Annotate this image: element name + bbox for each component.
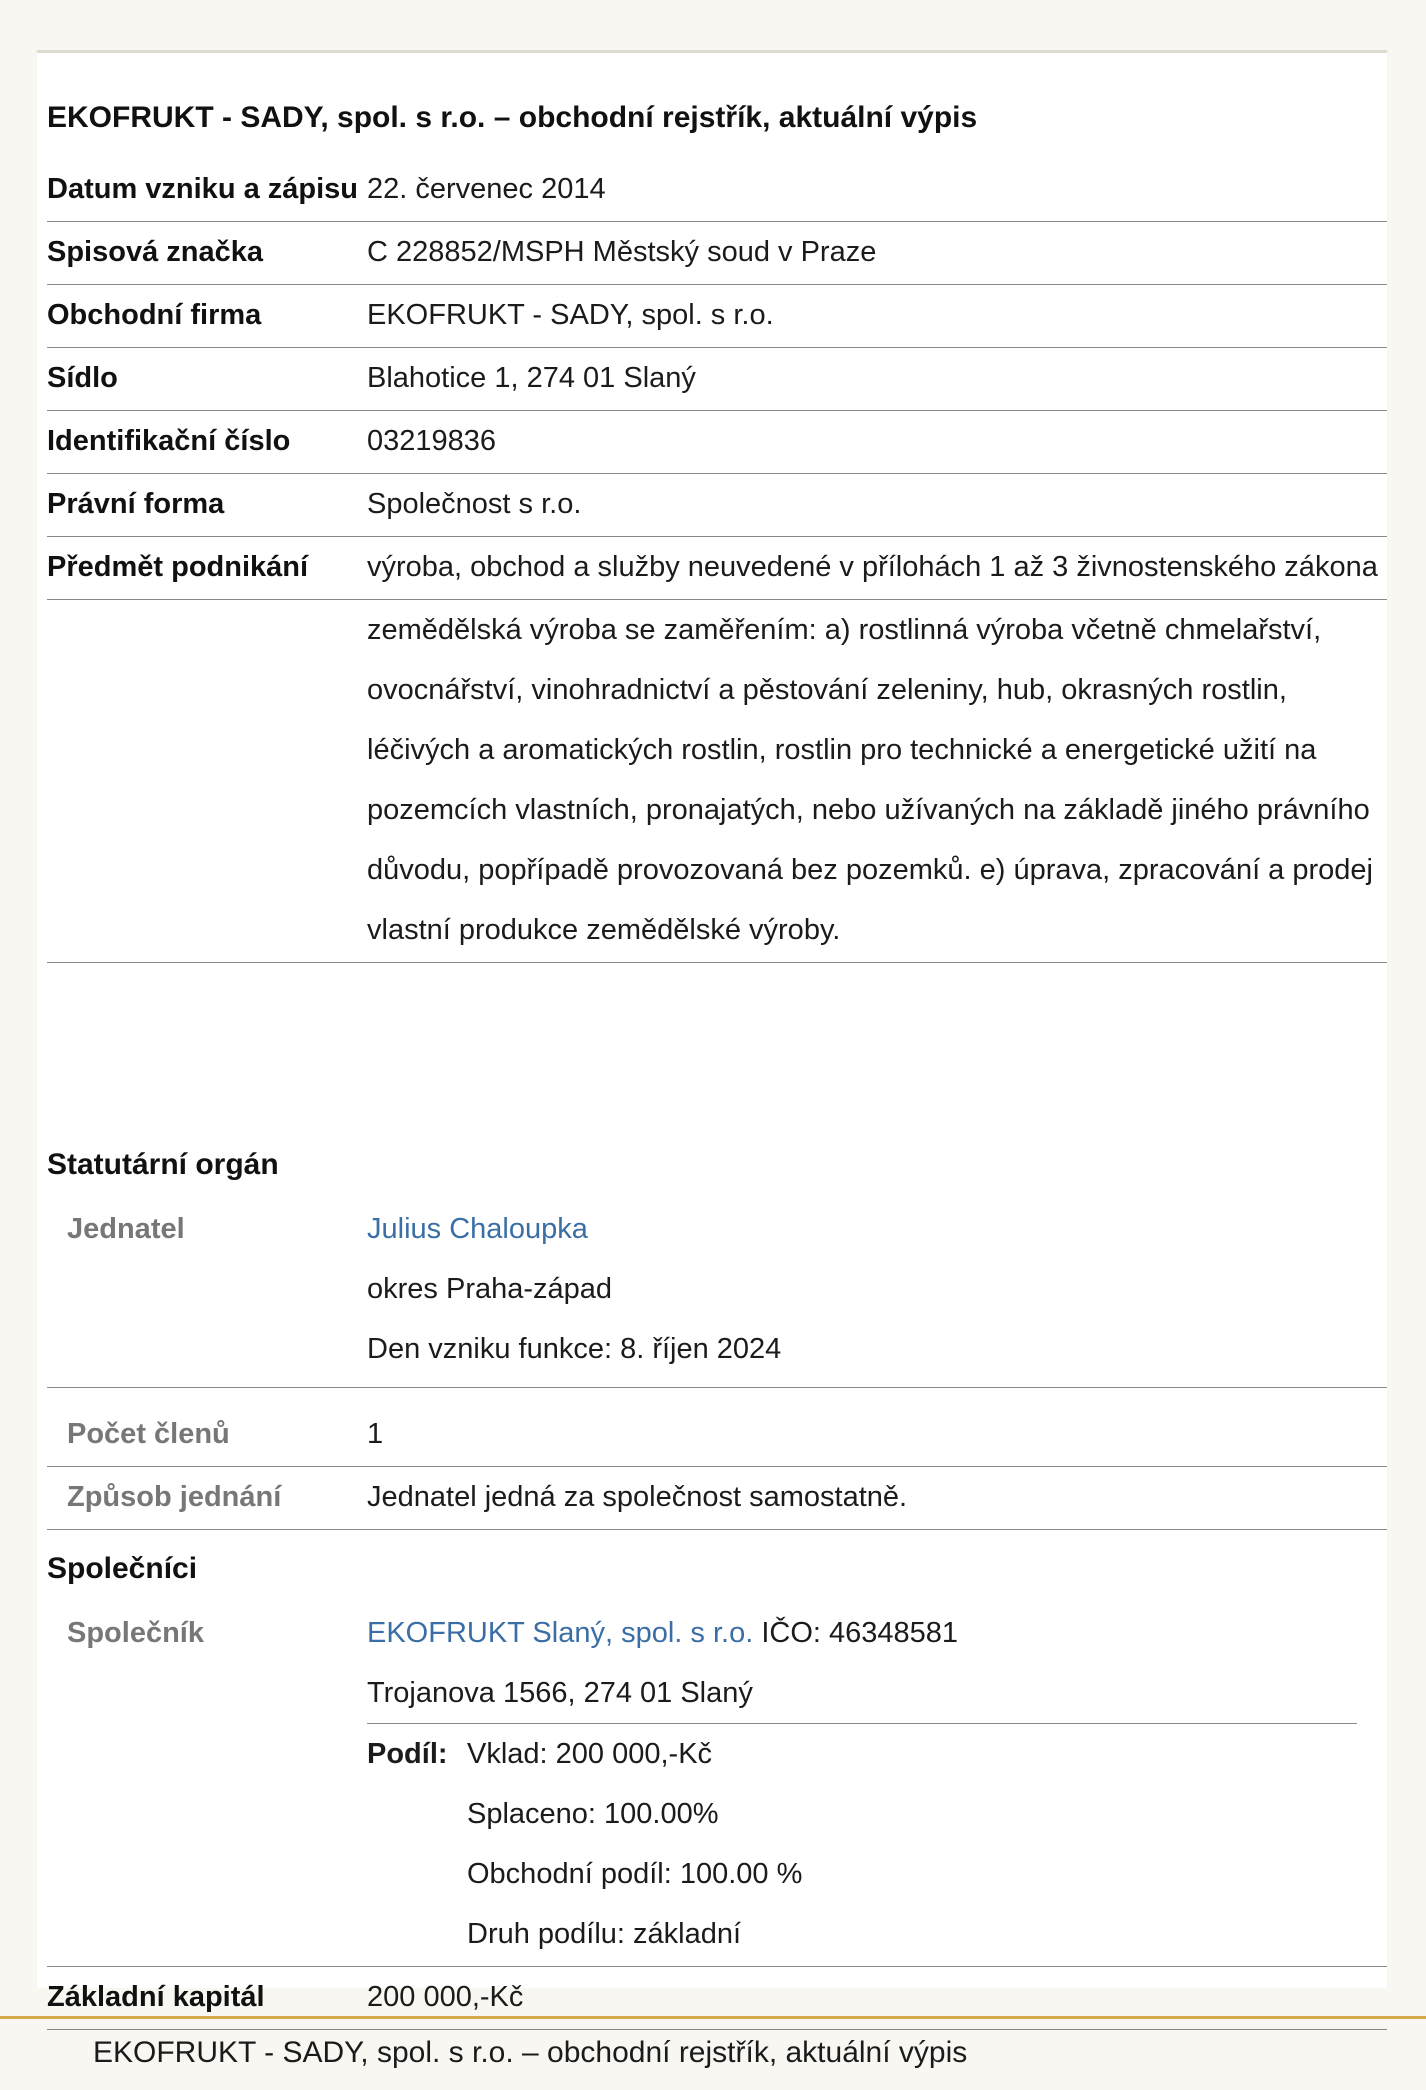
row-value: C 228852/MSPH Městský soud v Praze — [367, 222, 1387, 285]
row-value: 22. červenec 2014 — [367, 159, 1387, 222]
main-info-table — [47, 159, 1387, 963]
person-district: okres Praha-západ — [367, 1273, 613, 1305]
row-ico — [47, 411, 1387, 474]
partner-link[interactable]: EKOFRUKT Slaný, spol. s r.o. — [367, 1617, 754, 1649]
row-spolecnik — [47, 1603, 1387, 1967]
person-since: Den vzniku funkce: 8. říjen 2024 — [367, 1333, 782, 1365]
row-value: 1 — [367, 1404, 1387, 1467]
row-label: Obchodní firma — [47, 285, 367, 348]
row-obchodni-firma — [47, 285, 1387, 348]
share-label: Podíl: — [367, 1738, 448, 1770]
row-label: Jednatel — [47, 1199, 367, 1388]
row-value: EKOFRUKT - SADY, spol. s r.o. — [367, 285, 1387, 348]
footer-divider — [0, 2016, 1426, 2019]
partner-ico: IČO: 46348581 — [761, 1617, 959, 1649]
share-block — [367, 1723, 1357, 1964]
partner-address: Trojanova 1566, 274 01 Slaný — [367, 1677, 753, 1709]
section-statutory-heading: Statutární orgán — [47, 1148, 279, 1181]
partners-table — [47, 1603, 1387, 2030]
row-predmet-podnikani-2 — [47, 600, 1387, 963]
page-title: EKOFRUKT - SADY, spol. s r.o. – obchodní rejstřík, aktuální výpis — [47, 101, 978, 134]
row-spisova-znacka — [47, 222, 1387, 285]
share-ratio: Obchodní podíl: 100.00 % — [467, 1858, 803, 1890]
row-value: 200 000,-Kč — [367, 1967, 1387, 2030]
row-pravni-forma — [47, 474, 1387, 537]
row-value: 03219836 — [367, 411, 1387, 474]
row-label: Společník — [47, 1603, 367, 1967]
person-link[interactable]: Julius Chaloupka — [367, 1213, 588, 1245]
row-label: Způsob jednání — [47, 1467, 367, 1530]
row-label: Právní forma — [47, 474, 367, 537]
row-datum-vzniku — [47, 159, 1387, 222]
share-paid: Splaceno: 100.00% — [467, 1798, 719, 1830]
register-card — [37, 50, 1387, 2013]
share-type: Druh podílu: základní — [467, 1918, 742, 1950]
row-zpusob-jednani — [47, 1467, 1387, 1530]
row-sidlo — [47, 348, 1387, 411]
row-pocet-clenu — [47, 1404, 1387, 1467]
row-label: Předmět podnikání — [47, 537, 367, 600]
row-label: Počet členů — [47, 1404, 367, 1467]
statutory-table — [47, 1199, 1387, 1530]
row-label: Základní kapitál — [47, 1967, 367, 2030]
share-deposit: Vklad: 200 000,-Kč — [467, 1738, 713, 1770]
row-label: Sídlo — [47, 348, 367, 411]
section-partners-heading: Společníci — [47, 1552, 198, 1585]
row-value: Společnost s r.o. — [367, 474, 1387, 537]
row-value: zemědělská výroba se zaměřením: a) rostlinná výroba včetně chmelařství, ovocnářství, vinohradnictví a pěstování zeleniny, hub, okrasných rostlin, léčivých a aromatických rostlin, rostlin pro technické a energetické užití na pozemcích vlastních, pronajatých, nebo užívaných na základě jiného právního důvodu, popřípadě provozovaná bez pozemků. e) úprava, zpracování a prodej vlastní produkce zemědělské výroby. — [367, 600, 1387, 963]
row-label — [47, 600, 367, 963]
row-value: Blahotice 1, 274 01 Slaný — [367, 348, 1387, 411]
row-label: Identifikační číslo — [47, 411, 367, 474]
row-label: Datum vzniku a zápisu — [47, 159, 367, 222]
row-value: výroba, obchod a služby neuvedené v přílohách 1 až 3 živnostenského zákona — [367, 537, 1387, 600]
row-value: Jednatel jedná za společnost samostatně. — [367, 1467, 1387, 1530]
row-zakladni-kapital — [47, 1967, 1387, 2030]
row-label: Spisová značka — [47, 222, 367, 285]
row-jednatel — [47, 1199, 1387, 1388]
row-predmet-podnikani — [47, 537, 1387, 600]
footer-title: EKOFRUKT - SADY, spol. s r.o. – obchodní rejstřík, aktuální výpis — [93, 2036, 968, 2069]
